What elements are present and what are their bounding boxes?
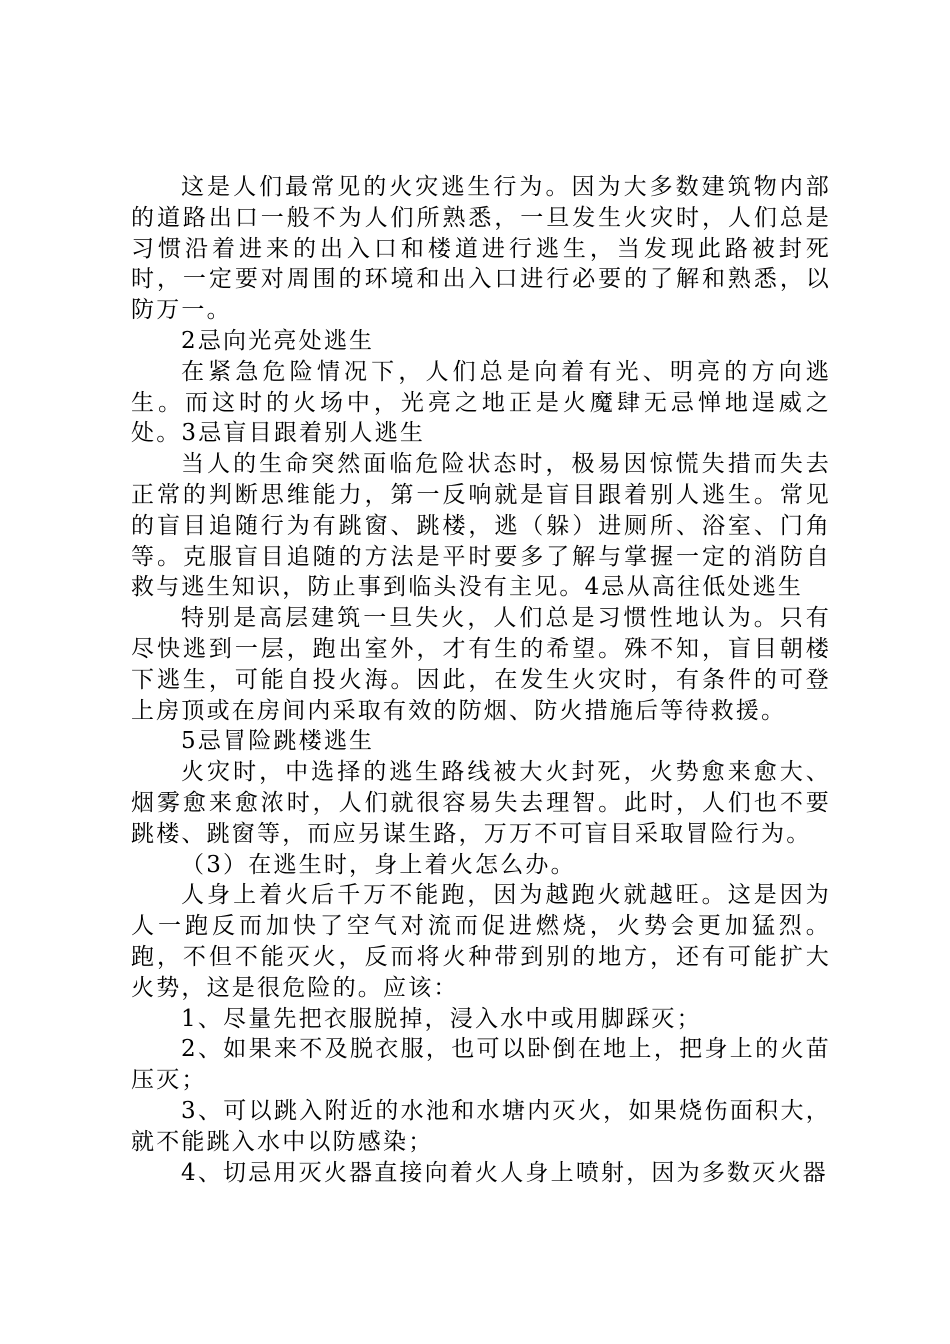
paragraph-rule-4: 特别是高层建筑一旦失火，人们总是习惯性地认为。只有尽快逃到一层，跑出室外，才有生的希望。殊不知，盲目朝楼下逃生，可能自投火海。因此，在发生火灾时，有条件的可登上房顶或在房间内采取有效的防烟、防火措施后等待救援。 <box>131 605 831 724</box>
paragraph-body-on-fire: 人身上着火后千万不能跑，因为越跑火就越旺。这是因为人一跑反而加快了空气对流而促进燃烧，火势会更加猛烈。跑，不但不能灭火，反而将火种带到别的地方，还有可能扩大火势，这是很危险的。应该： <box>131 882 831 1001</box>
paragraph-rule-5: 火灾时，中选择的逃生路线被大火封死，火势愈来愈大、烟雾愈来愈浓时，人们就很容易失去理智。此时，人们也不要跳楼、跳窗等，而应另谋生路，万万不可盲目采取冒险行为。 <box>131 759 831 847</box>
list-item-1: 1、尽量先把衣服脱掉，浸入水中或用脚踩灭； <box>181 1005 702 1032</box>
paragraph-intro: 这是人们最常见的火灾逃生行为。因为大多数建筑物内部的道路出口一般不为人们所熟悉，一旦发生火灾时，人们总是习惯沿着进来的出入口和楼道进行逃生，当发现此路被封死时，一定要对周围的环境和出入口进行必要的了解和熟悉，以防万一。 <box>131 174 831 324</box>
list-item-4: 4、切忌用灭火器直接向着火人身上喷射，因为多数灭火器 <box>181 1159 828 1186</box>
list-item-3: 3、可以跳入附近的水池和水塘内灭火，如果烧伤面积大，就不能跳入水中以防感染； <box>131 1097 831 1155</box>
heading-rule-2: 2忌向光亮处逃生 <box>181 327 375 354</box>
heading-rule-5: 5忌冒险跳楼逃生 <box>181 728 375 755</box>
list-item-2: 2、如果来不及脱衣服，也可以卧倒在地上，把身上的火苗压灭； <box>131 1036 831 1094</box>
heading-section-3: （3）在逃生时，身上着火怎么办。 <box>181 851 576 878</box>
paragraph-rule-2: 在紧急危险情况下，人们总是向着有光、明亮的方向逃生。而这时的火场中，光亮之地正是火魔肆无忌惮地逞威之处。3忌盲目跟着别人逃生 <box>131 358 831 447</box>
document-body <box>131 172 831 1188</box>
paragraph-rule-3: 当人的生命突然面临危险状态时，极易因惊慌失措而失去正常的判断思维能力，第一反响就是盲目跟着别人逃生。常见的盲目追随行为有跳窗、跳楼，逃（躲）进厕所、浴室、门角等。克服盲目追随的方法是平时要多了解与掌握一定的消防自救与逃生知识，防止事到临头没有主见。4忌从高往低处逃生 <box>131 451 831 601</box>
